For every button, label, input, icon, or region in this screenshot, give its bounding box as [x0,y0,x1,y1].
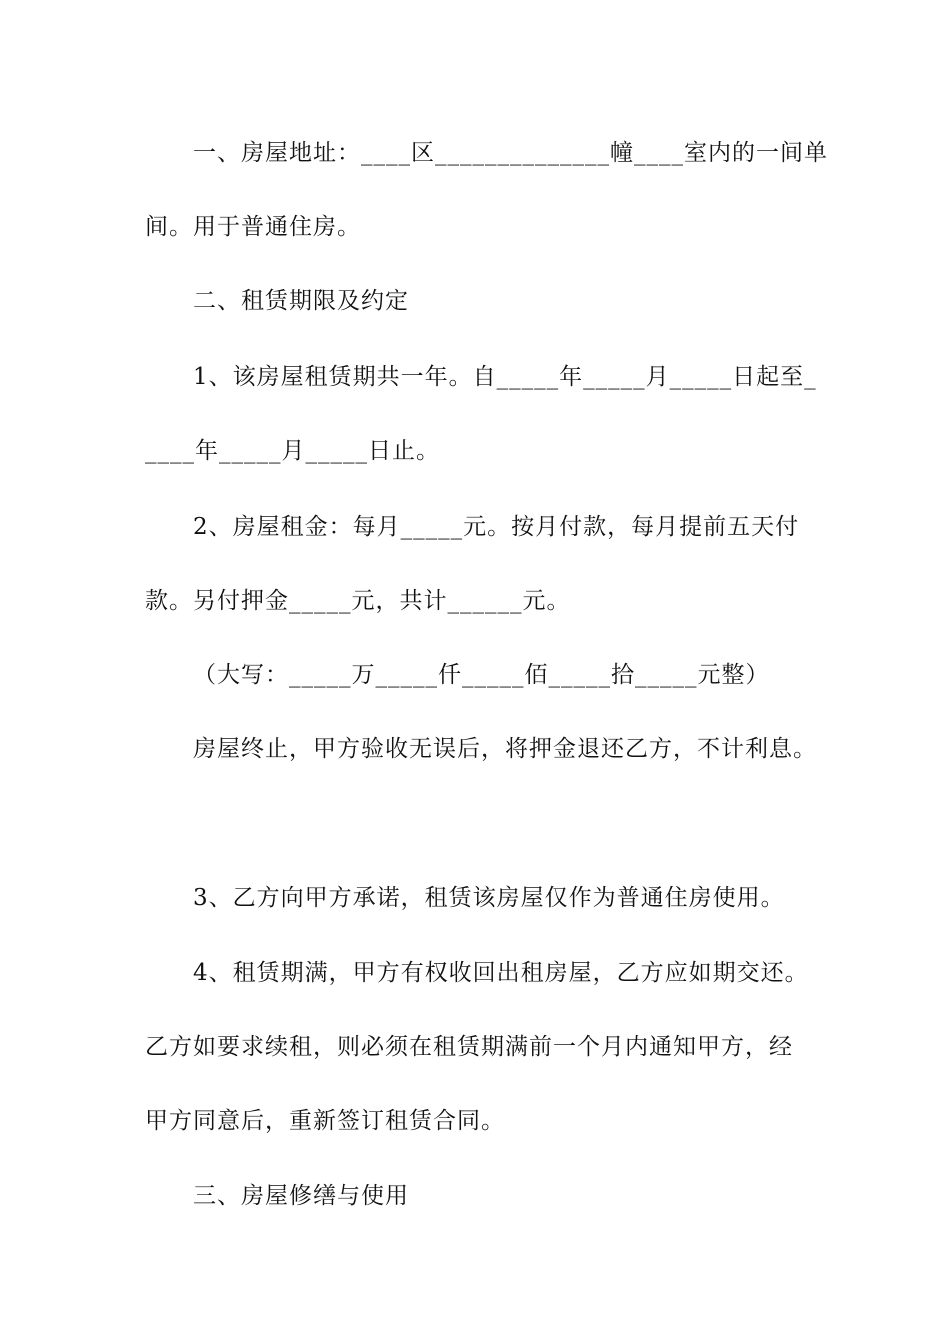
clause-4-line-1: 4、租赁期满，甲方有权收回出租房屋，乙方应如期交还。 [193,960,809,986]
term-line-2: ____年_____月_____日止。 [145,438,440,464]
deposit-refund-line: 房屋终止，甲方验收无误后，将押金退还乙方，不计利息。 [193,736,817,762]
rent-line-1: 2、房屋租金：每月_____元。按月付款，每月提前五天付 [193,514,800,540]
section-3-heading: 三、房屋修缮与使用 [193,1183,409,1209]
amount-in-words-line: （大写：_____万_____仟_____佰_____拾_____元整） [193,662,770,688]
section-2-heading: 二、租赁期限及约定 [193,288,409,314]
term-line-1: 1、该房屋租赁期共一年。自_____年_____月_____日起至_ [193,364,817,390]
clause-4-line-2: 乙方如要求续租，则必须在租赁期满前一个月内通知甲方，经 [145,1034,793,1060]
clause-1-address-line-2: 间。用于普通住房。 [145,214,361,240]
clause-1-address-line-1: 一、房屋地址：____区______________幢____室内的一间单 [193,140,828,166]
rent-line-2: 款。另付押金_____元，共计______元。 [145,588,571,614]
clause-4-line-3: 甲方同意后，重新签订租赁合同。 [145,1108,505,1134]
clause-3-line: 3、乙方向甲方承诺，租赁该房屋仅作为普通住房使用。 [193,885,785,911]
